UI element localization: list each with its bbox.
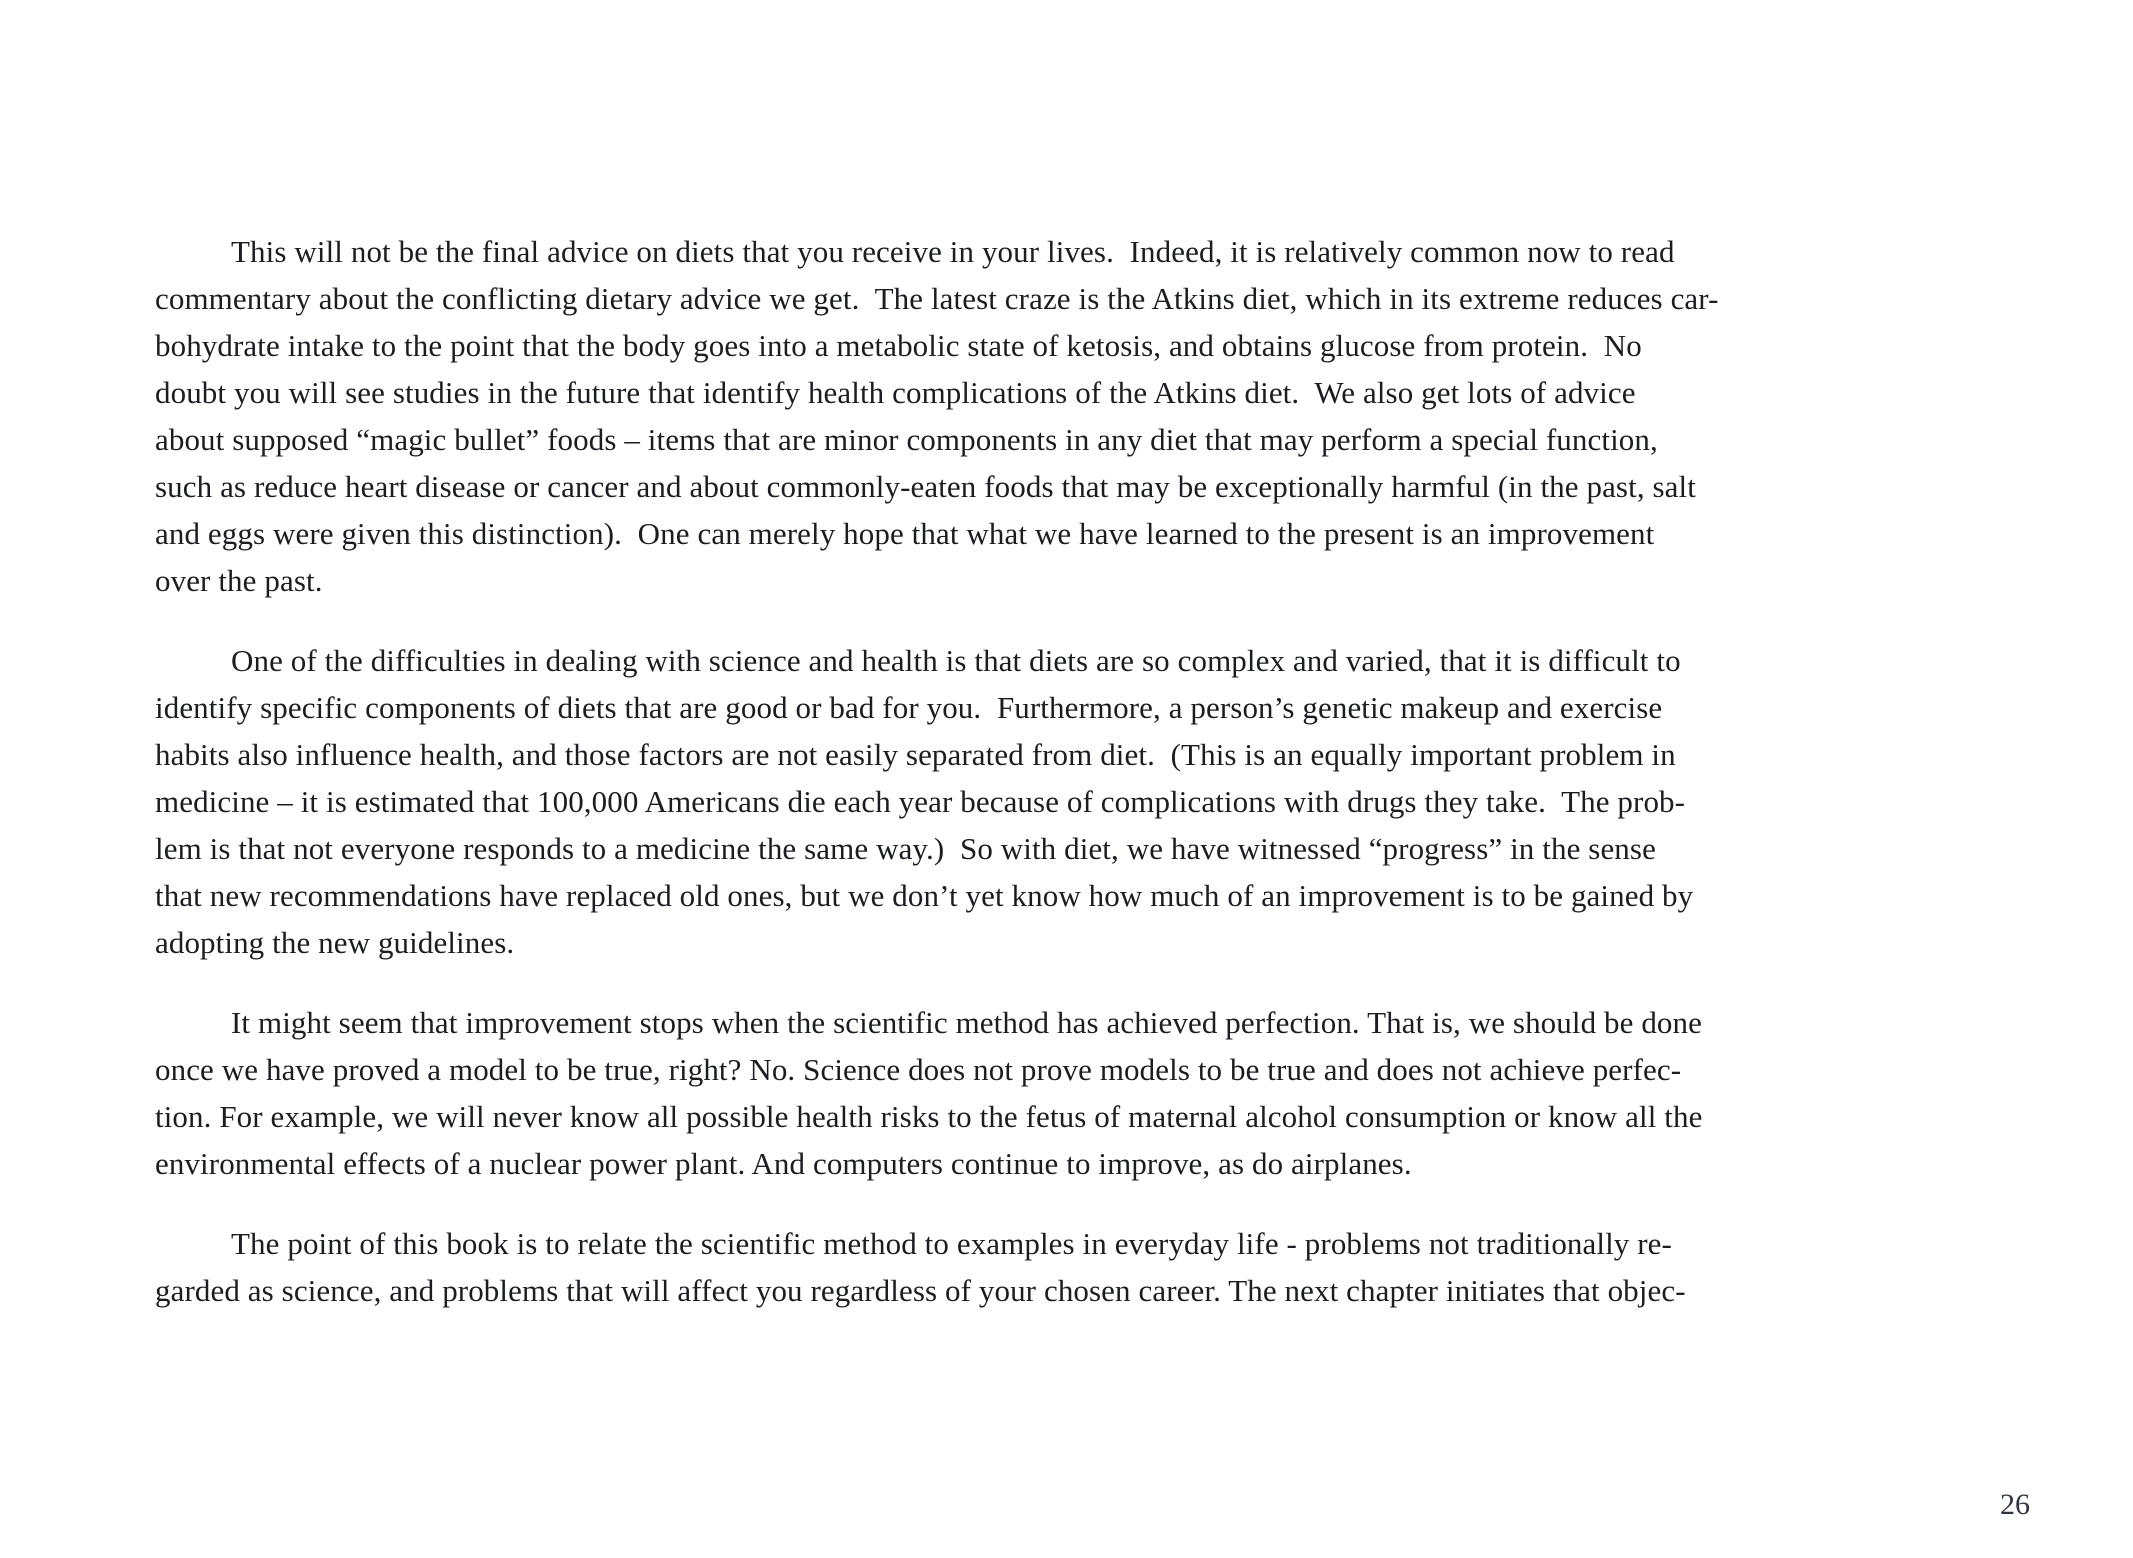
text-line: garded as science, and problems that will affect you regardless of your chosen career. The next chapter initiates that objec- bbox=[155, 1273, 1686, 1308]
text-line: The point of this book is to relate the scientific method to examples in everyday life - problems not traditionally re- bbox=[231, 1226, 1672, 1261]
page-text bbox=[155, 228, 2000, 1314]
text-line: It might seem that improvement stops when the scientific method has achieved perfection. That is, we should be done bbox=[231, 1005, 1702, 1040]
paragraph bbox=[155, 1220, 2000, 1314]
text-line: that new recommendations have replaced old ones, but we don’t yet know how much of an improvement is to be gained by bbox=[155, 878, 1694, 913]
paragraph bbox=[155, 228, 2000, 604]
paragraph bbox=[155, 999, 2000, 1187]
text-line: doubt you will see studies in the future that identify health complications of the Atkins diet. We also get lots of advice bbox=[155, 375, 1636, 410]
text-line: tion. For example, we will never know all possible health risks to the fetus of maternal alcohol consumption or know all the bbox=[155, 1099, 1703, 1134]
text-line: adopting the new guidelines. bbox=[155, 925, 515, 960]
page-number: 26 bbox=[2000, 1488, 2030, 1521]
text-line: One of the difficulties in dealing with science and health is that diets are so complex and varied, that it is difficult to bbox=[231, 643, 1681, 678]
paragraph bbox=[155, 637, 2000, 966]
text-line: This will not be the final advice on diets that you receive in your lives. Indeed, it is relatively common now to read bbox=[231, 234, 1675, 269]
text-line: about supposed “magic bullet” foods – items that are minor components in any diet that may perform a special function, bbox=[155, 422, 1658, 457]
text-line: commentary about the conflicting dietary advice we get. The latest craze is the Atkins diet, which in its extreme reduces car- bbox=[155, 281, 1719, 316]
text-line: and eggs were given this distinction). One can merely hope that what we have learned to the present is an improvement bbox=[155, 516, 1655, 551]
text-line: bohydrate intake to the point that the body goes into a metabolic state of ketosis, and obtains glucose from protein. No bbox=[155, 328, 1642, 363]
text-line: such as reduce heart disease or cancer and about commonly-eaten foods that may be exceptionally harmful (in the past, salt bbox=[155, 469, 1696, 504]
text-line: identify specific components of diets that are good or bad for you. Furthermore, a person’s genetic makeup and exercise bbox=[155, 690, 1663, 725]
text-line: once we have proved a model to be true, right? No. Science does not prove models to be true and does not achieve perfec- bbox=[155, 1052, 1682, 1087]
text-line: medicine – it is estimated that 100,000 Americans die each year because of complications with drugs they take. The prob- bbox=[155, 784, 1686, 819]
text-line: habits also influence health, and those factors are not easily separated from diet. (This is an equally important problem in bbox=[155, 737, 1676, 772]
text-line: over the past. bbox=[155, 563, 323, 598]
text-line: environmental effects of a nuclear power plant. And computers continue to improve, as do airplanes. bbox=[155, 1146, 1412, 1181]
text-line: lem is that not everyone responds to a medicine the same way.) So with diet, we have witnessed “progress” in the sense bbox=[155, 831, 1656, 866]
